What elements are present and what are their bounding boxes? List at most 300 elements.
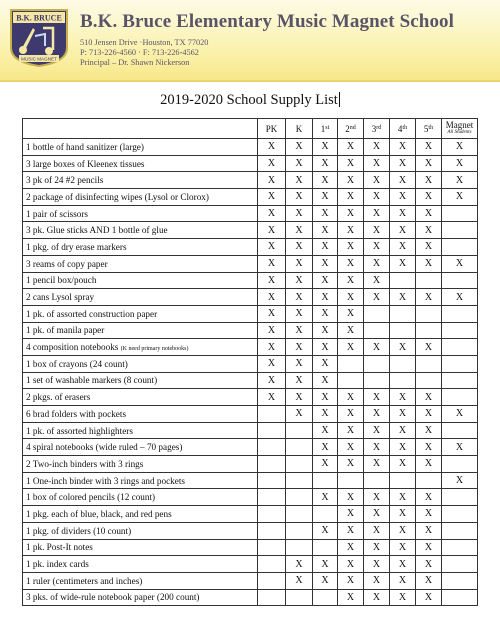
grade-mark-cell: X xyxy=(442,255,478,272)
grade-mark-cell: X xyxy=(364,489,390,506)
grade-mark-cell xyxy=(258,572,286,589)
header-grade-label: PK xyxy=(265,123,278,134)
grade-mark-cell: X xyxy=(313,322,338,339)
grade-mark-cell xyxy=(258,506,286,523)
table-row xyxy=(23,522,478,539)
grade-mark-cell: X xyxy=(442,172,478,189)
grade-mark-cell xyxy=(258,456,286,473)
grade-mark-cell: X xyxy=(416,289,442,306)
supply-item-text: 2 cans Lysol spray xyxy=(26,292,95,303)
grade-mark-cell: X xyxy=(286,155,313,172)
supply-item xyxy=(23,472,258,489)
grade-mark-cell: X xyxy=(338,239,364,256)
grade-mark-cell: X xyxy=(338,556,364,573)
supply-item-text: 1 bottle of hand sanitizer (large) xyxy=(26,141,144,152)
header-grade-3 xyxy=(338,119,364,139)
grade-mark-cell xyxy=(390,322,416,339)
grade-mark-cell xyxy=(258,556,286,573)
table-row xyxy=(23,255,478,272)
table-row xyxy=(23,556,478,573)
grade-mark-cell: X xyxy=(364,572,390,589)
school-name: B.K. Bruce Elementary Music Magnet School xyxy=(80,11,455,32)
text-cursor xyxy=(339,92,340,107)
supply-item xyxy=(23,139,258,156)
grade-mark-cell: X xyxy=(338,406,364,423)
grade-mark-cell: X xyxy=(364,222,390,239)
grade-mark-cell: X xyxy=(313,489,338,506)
grade-mark-cell: X xyxy=(286,372,313,389)
grade-mark-cell: X xyxy=(313,272,338,289)
table-row xyxy=(23,239,478,256)
grade-mark-cell xyxy=(286,522,313,539)
table-row xyxy=(23,355,478,372)
supply-item-text: 1 pk. index cards xyxy=(26,559,89,570)
header-magnet-note: All Students xyxy=(447,129,472,135)
grade-mark-cell: X xyxy=(338,172,364,189)
grade-mark-cell: X xyxy=(390,255,416,272)
grade-mark-cell: X xyxy=(338,439,364,456)
table-row xyxy=(23,539,478,556)
grade-mark-cell xyxy=(258,422,286,439)
grade-mark-cell xyxy=(286,506,313,523)
school-principal: Principal – Dr. Shawn Nickerson xyxy=(80,58,190,67)
grade-mark-cell xyxy=(338,472,364,489)
header-grade-7 xyxy=(442,119,478,139)
school-address: 510 Jensen Drive ·Houston, TX 77020 xyxy=(80,38,209,47)
supply-item-text: 2 pkgs. of erasers xyxy=(26,392,91,403)
supply-item xyxy=(23,189,258,206)
grade-mark-cell: X xyxy=(258,355,286,372)
grade-mark-cell: X xyxy=(390,139,416,156)
grade-mark-cell: X xyxy=(286,322,313,339)
supply-item-text: 3 large boxes of Kleenex tissues xyxy=(26,158,145,169)
grade-mark-cell xyxy=(442,422,478,439)
grade-mark-cell xyxy=(416,372,442,389)
grade-mark-cell xyxy=(442,322,478,339)
header-grade-suffix: rd xyxy=(376,124,382,131)
grade-mark-cell: X xyxy=(416,539,442,556)
header-grade-label: 3 xyxy=(371,123,377,134)
grade-mark-cell xyxy=(416,322,442,339)
grade-mark-cell: X xyxy=(416,189,442,206)
grade-mark-cell xyxy=(258,522,286,539)
supply-item-text: 6 brad folders with pockets xyxy=(26,408,127,419)
grade-mark-cell: X xyxy=(258,372,286,389)
grade-mark-cell xyxy=(286,539,313,556)
grade-mark-cell: X xyxy=(416,439,442,456)
grade-mark-cell: X xyxy=(258,139,286,156)
supply-item-text: 1 pk. of manila paper xyxy=(26,325,105,336)
grade-mark-cell: X xyxy=(313,139,338,156)
grade-mark-cell xyxy=(390,272,416,289)
supply-item-text: 4 spiral notebooks (wide ruled – 70 pages) xyxy=(26,442,183,453)
table-row xyxy=(23,589,478,606)
grade-mark-cell: X xyxy=(286,355,313,372)
supply-table xyxy=(22,118,478,606)
grade-mark-cell: X xyxy=(258,172,286,189)
header-grade-0 xyxy=(258,119,286,139)
header-grade-suffix: th xyxy=(402,124,408,131)
grade-mark-cell: X xyxy=(416,489,442,506)
supply-item-text: 3 reams of copy paper xyxy=(26,258,108,269)
grade-mark-cell: X xyxy=(364,272,390,289)
grade-mark-cell: X xyxy=(390,439,416,456)
grade-mark-cell xyxy=(286,456,313,473)
supply-item-text: 2 Two-inch binders with 3 rings xyxy=(26,458,144,469)
supply-item xyxy=(23,506,258,523)
grade-mark-cell: X xyxy=(364,406,390,423)
supply-item-text: 3 pks. of wide-rule notebook paper (200 count) xyxy=(26,592,200,603)
letterhead xyxy=(0,0,500,82)
grade-mark-cell xyxy=(313,539,338,556)
grade-mark-cell: X xyxy=(286,305,313,322)
school-phone: P: 713-226-4560 · F: 713-226-4562 xyxy=(80,48,199,57)
grade-mark-cell xyxy=(338,355,364,372)
logo-subtitle: MUSIC MAGNET xyxy=(21,56,57,62)
grade-mark-cell: X xyxy=(338,189,364,206)
grade-mark-cell xyxy=(258,439,286,456)
table-header-row xyxy=(23,119,478,139)
grade-mark-cell xyxy=(442,355,478,372)
grade-mark-cell xyxy=(442,389,478,406)
grade-mark-cell: X xyxy=(390,389,416,406)
grade-mark-cell: X xyxy=(338,139,364,156)
grade-mark-cell xyxy=(442,506,478,523)
table-row xyxy=(23,172,478,189)
supply-item-text: 2 package of disinfecting wipes (Lysol or Clorox) xyxy=(26,191,209,202)
grade-mark-cell: X xyxy=(390,422,416,439)
grade-mark-cell: X xyxy=(338,289,364,306)
grade-mark-cell: X xyxy=(416,255,442,272)
header-grade-label: 4 xyxy=(397,123,403,134)
grade-mark-cell: X xyxy=(313,289,338,306)
grade-mark-cell: X xyxy=(286,239,313,256)
table-row xyxy=(23,472,478,489)
grade-mark-cell: X xyxy=(313,422,338,439)
table-row xyxy=(23,305,478,322)
supply-item xyxy=(23,372,258,389)
grade-mark-cell: X xyxy=(416,139,442,156)
grade-mark-cell: X xyxy=(258,189,286,206)
table-row xyxy=(23,272,478,289)
grade-mark-cell xyxy=(364,305,390,322)
grade-mark-cell: X xyxy=(442,472,478,489)
grade-mark-cell: X xyxy=(416,239,442,256)
grade-mark-cell: X xyxy=(442,139,478,156)
grade-mark-cell: X xyxy=(442,189,478,206)
header-grade-5 xyxy=(390,119,416,139)
header-grade-label: 5 xyxy=(423,123,429,134)
grade-mark-cell: X xyxy=(442,155,478,172)
grade-mark-cell xyxy=(364,372,390,389)
supply-item xyxy=(23,205,258,222)
supply-item xyxy=(23,556,258,573)
grade-mark-cell xyxy=(442,522,478,539)
grade-mark-cell: X xyxy=(416,589,442,606)
header-grade-suffix: nd xyxy=(349,124,356,131)
grade-mark-cell: X xyxy=(313,556,338,573)
grade-mark-cell: X xyxy=(390,339,416,356)
table-row xyxy=(23,189,478,206)
grade-mark-cell: X xyxy=(390,506,416,523)
grade-mark-cell: X xyxy=(286,272,313,289)
supply-item-text: 1 box of colored pencils (12 count) xyxy=(26,492,156,503)
grade-mark-cell: X xyxy=(442,406,478,423)
grade-mark-cell: X xyxy=(390,205,416,222)
table-body xyxy=(23,139,478,606)
supply-item xyxy=(23,289,258,306)
grade-mark-cell: X xyxy=(286,556,313,573)
header-item-column xyxy=(23,119,258,139)
grade-mark-cell xyxy=(258,472,286,489)
grade-mark-cell: X xyxy=(338,155,364,172)
grade-mark-cell xyxy=(390,355,416,372)
grade-mark-cell: X xyxy=(416,506,442,523)
grade-mark-cell: X xyxy=(364,139,390,156)
supply-item xyxy=(23,172,258,189)
grade-mark-cell: X xyxy=(313,155,338,172)
grade-mark-cell: X xyxy=(338,539,364,556)
supply-item xyxy=(23,439,258,456)
grade-mark-cell: X xyxy=(390,556,416,573)
grade-mark-cell: X xyxy=(338,389,364,406)
grade-mark-cell: X xyxy=(364,339,390,356)
grade-mark-cell: X xyxy=(286,572,313,589)
table-row xyxy=(23,322,478,339)
grade-mark-cell: X xyxy=(364,556,390,573)
table-row xyxy=(23,456,478,473)
grade-mark-cell xyxy=(442,556,478,573)
supply-item-text: 1 pk. Post-It notes xyxy=(26,542,93,553)
grade-mark-cell: X xyxy=(390,155,416,172)
grade-mark-cell: X xyxy=(338,322,364,339)
grade-mark-cell: X xyxy=(313,339,338,356)
grade-mark-cell: X xyxy=(416,406,442,423)
grade-mark-cell xyxy=(286,472,313,489)
grade-mark-cell: X xyxy=(416,155,442,172)
supply-item-text: 3 pk of 24 #2 pencils xyxy=(26,175,104,186)
grade-mark-cell: X xyxy=(416,389,442,406)
supply-item-text: 1 ruler (centimeters and inches) xyxy=(26,575,143,586)
supply-item-text: 1 pair of scissors xyxy=(26,208,89,219)
grade-mark-cell: X xyxy=(286,222,313,239)
header-grade-suffix: st xyxy=(325,124,330,131)
grade-mark-cell: X xyxy=(338,489,364,506)
grade-mark-cell xyxy=(416,355,442,372)
grade-mark-cell: X xyxy=(442,289,478,306)
logo-lettering: B.K. BRUCE xyxy=(16,13,62,23)
supply-item xyxy=(23,355,258,372)
table-row xyxy=(23,155,478,172)
grade-mark-cell: X xyxy=(390,539,416,556)
grade-mark-cell xyxy=(364,355,390,372)
supply-item-note: (K need primary notebooks) xyxy=(120,346,189,353)
grade-mark-cell: X xyxy=(286,255,313,272)
grade-mark-cell: X xyxy=(390,522,416,539)
grade-mark-cell: X xyxy=(313,439,338,456)
grade-mark-cell xyxy=(442,205,478,222)
grade-mark-cell: X xyxy=(364,205,390,222)
grade-mark-cell: X xyxy=(364,255,390,272)
supply-item xyxy=(23,522,258,539)
grade-mark-cell: X xyxy=(416,339,442,356)
grade-mark-cell: X xyxy=(390,172,416,189)
supply-item-text: 1 pkg. of dry erase markers xyxy=(26,241,127,252)
grade-mark-cell: X xyxy=(338,572,364,589)
grade-mark-cell xyxy=(313,589,338,606)
grade-mark-cell: X xyxy=(313,456,338,473)
table-row xyxy=(23,489,478,506)
header-grade-4 xyxy=(364,119,390,139)
grade-mark-cell: X xyxy=(338,522,364,539)
grade-mark-cell: X xyxy=(416,205,442,222)
grade-mark-cell: X xyxy=(313,239,338,256)
grade-mark-cell: X xyxy=(313,305,338,322)
supply-item-text: 1 pk. of assorted highlighters xyxy=(26,425,133,436)
grade-mark-cell xyxy=(442,589,478,606)
grade-mark-cell xyxy=(442,222,478,239)
grade-mark-cell: X xyxy=(258,289,286,306)
grade-mark-cell: X xyxy=(390,489,416,506)
grade-mark-cell: X xyxy=(338,506,364,523)
grade-mark-cell: X xyxy=(364,522,390,539)
supply-item xyxy=(23,589,258,606)
grade-mark-cell: X xyxy=(416,422,442,439)
table-row xyxy=(23,422,478,439)
grade-mark-cell xyxy=(442,572,478,589)
grade-mark-cell: X xyxy=(364,589,390,606)
grade-mark-cell: X xyxy=(313,222,338,239)
supply-item xyxy=(23,222,258,239)
table-row xyxy=(23,406,478,423)
table-row xyxy=(23,339,478,356)
grade-mark-cell: X xyxy=(286,389,313,406)
grade-mark-cell xyxy=(442,272,478,289)
grade-mark-cell: X xyxy=(364,439,390,456)
supply-item xyxy=(23,456,258,473)
grade-mark-cell: X xyxy=(364,172,390,189)
grade-mark-cell: X xyxy=(338,255,364,272)
grade-mark-cell: X xyxy=(286,406,313,423)
school-logo-icon xyxy=(5,6,73,68)
grade-mark-cell: X xyxy=(258,222,286,239)
grade-mark-cell: X xyxy=(258,322,286,339)
supply-item xyxy=(23,389,258,406)
supply-item xyxy=(23,572,258,589)
supply-item xyxy=(23,305,258,322)
grade-mark-cell: X xyxy=(258,239,286,256)
supply-item-text: 3 pk. Glue sticks AND 1 bottle of glue xyxy=(26,225,168,236)
grade-mark-cell xyxy=(364,322,390,339)
grade-mark-cell: X xyxy=(313,572,338,589)
grade-mark-cell: X xyxy=(390,456,416,473)
table-row xyxy=(23,205,478,222)
grade-mark-cell: X xyxy=(313,406,338,423)
grade-mark-cell: X xyxy=(313,205,338,222)
grade-mark-cell: X xyxy=(286,339,313,356)
grade-mark-cell xyxy=(286,439,313,456)
grade-mark-cell: X xyxy=(313,372,338,389)
supply-item xyxy=(23,422,258,439)
grade-mark-cell: X xyxy=(258,339,286,356)
grade-mark-cell: X xyxy=(416,222,442,239)
grade-mark-cell: X xyxy=(338,339,364,356)
grade-mark-cell: X xyxy=(286,139,313,156)
table-row xyxy=(23,372,478,389)
grade-mark-cell xyxy=(338,372,364,389)
grade-mark-cell xyxy=(286,422,313,439)
grade-mark-cell: X xyxy=(364,289,390,306)
grade-mark-cell xyxy=(442,339,478,356)
grade-mark-cell xyxy=(442,372,478,389)
grade-mark-cell xyxy=(442,305,478,322)
grade-mark-cell: X xyxy=(416,522,442,539)
grade-mark-cell: X xyxy=(258,205,286,222)
grade-mark-cell: X xyxy=(313,172,338,189)
grade-mark-cell: X xyxy=(286,189,313,206)
grade-mark-cell: X xyxy=(286,205,313,222)
grade-mark-cell: X xyxy=(338,422,364,439)
supply-item-text: 1 One-inch binder with 3 rings and pockets xyxy=(26,475,185,486)
supply-item xyxy=(23,272,258,289)
supply-item xyxy=(23,255,258,272)
grade-mark-cell: X xyxy=(442,439,478,456)
table-row xyxy=(23,506,478,523)
grade-mark-cell: X xyxy=(390,189,416,206)
table-row xyxy=(23,439,478,456)
grade-mark-cell xyxy=(442,239,478,256)
grade-mark-cell xyxy=(390,305,416,322)
grade-mark-cell: X xyxy=(286,289,313,306)
grade-mark-cell: X xyxy=(258,255,286,272)
grade-mark-cell xyxy=(390,372,416,389)
header-grade-1 xyxy=(286,119,313,139)
grade-mark-cell xyxy=(416,272,442,289)
grade-mark-cell: X xyxy=(338,205,364,222)
grade-mark-cell: X xyxy=(258,305,286,322)
grade-mark-cell: X xyxy=(364,189,390,206)
grade-mark-cell: X xyxy=(338,272,364,289)
supply-item xyxy=(23,155,258,172)
grade-mark-cell: X xyxy=(364,506,390,523)
supply-item-text: 4 composition notebooks xyxy=(26,342,119,353)
grade-mark-cell: X xyxy=(338,456,364,473)
grade-mark-cell xyxy=(286,489,313,506)
grade-mark-cell xyxy=(442,489,478,506)
supply-item xyxy=(23,539,258,556)
header-grade-6 xyxy=(416,119,442,139)
grade-mark-cell: X xyxy=(313,189,338,206)
supply-item xyxy=(23,406,258,423)
grade-mark-cell xyxy=(258,539,286,556)
grade-mark-cell: X xyxy=(416,572,442,589)
grade-mark-cell: X xyxy=(390,239,416,256)
grade-mark-cell: X xyxy=(364,539,390,556)
grade-mark-cell: X xyxy=(364,155,390,172)
grade-mark-cell: X xyxy=(390,289,416,306)
grade-mark-cell xyxy=(390,472,416,489)
grade-mark-cell: X xyxy=(338,305,364,322)
supply-item xyxy=(23,239,258,256)
supply-item-text: 1 pkg. of dividers (10 count) xyxy=(26,525,132,536)
grade-mark-cell: X xyxy=(390,572,416,589)
grade-mark-cell xyxy=(258,589,286,606)
grade-mark-cell xyxy=(313,506,338,523)
supply-item xyxy=(23,339,258,356)
header-grade-suffix: th xyxy=(428,124,434,131)
header-grade-label: 2 xyxy=(345,123,350,134)
document-title-text: 2019-2020 School Supply List xyxy=(160,92,338,108)
